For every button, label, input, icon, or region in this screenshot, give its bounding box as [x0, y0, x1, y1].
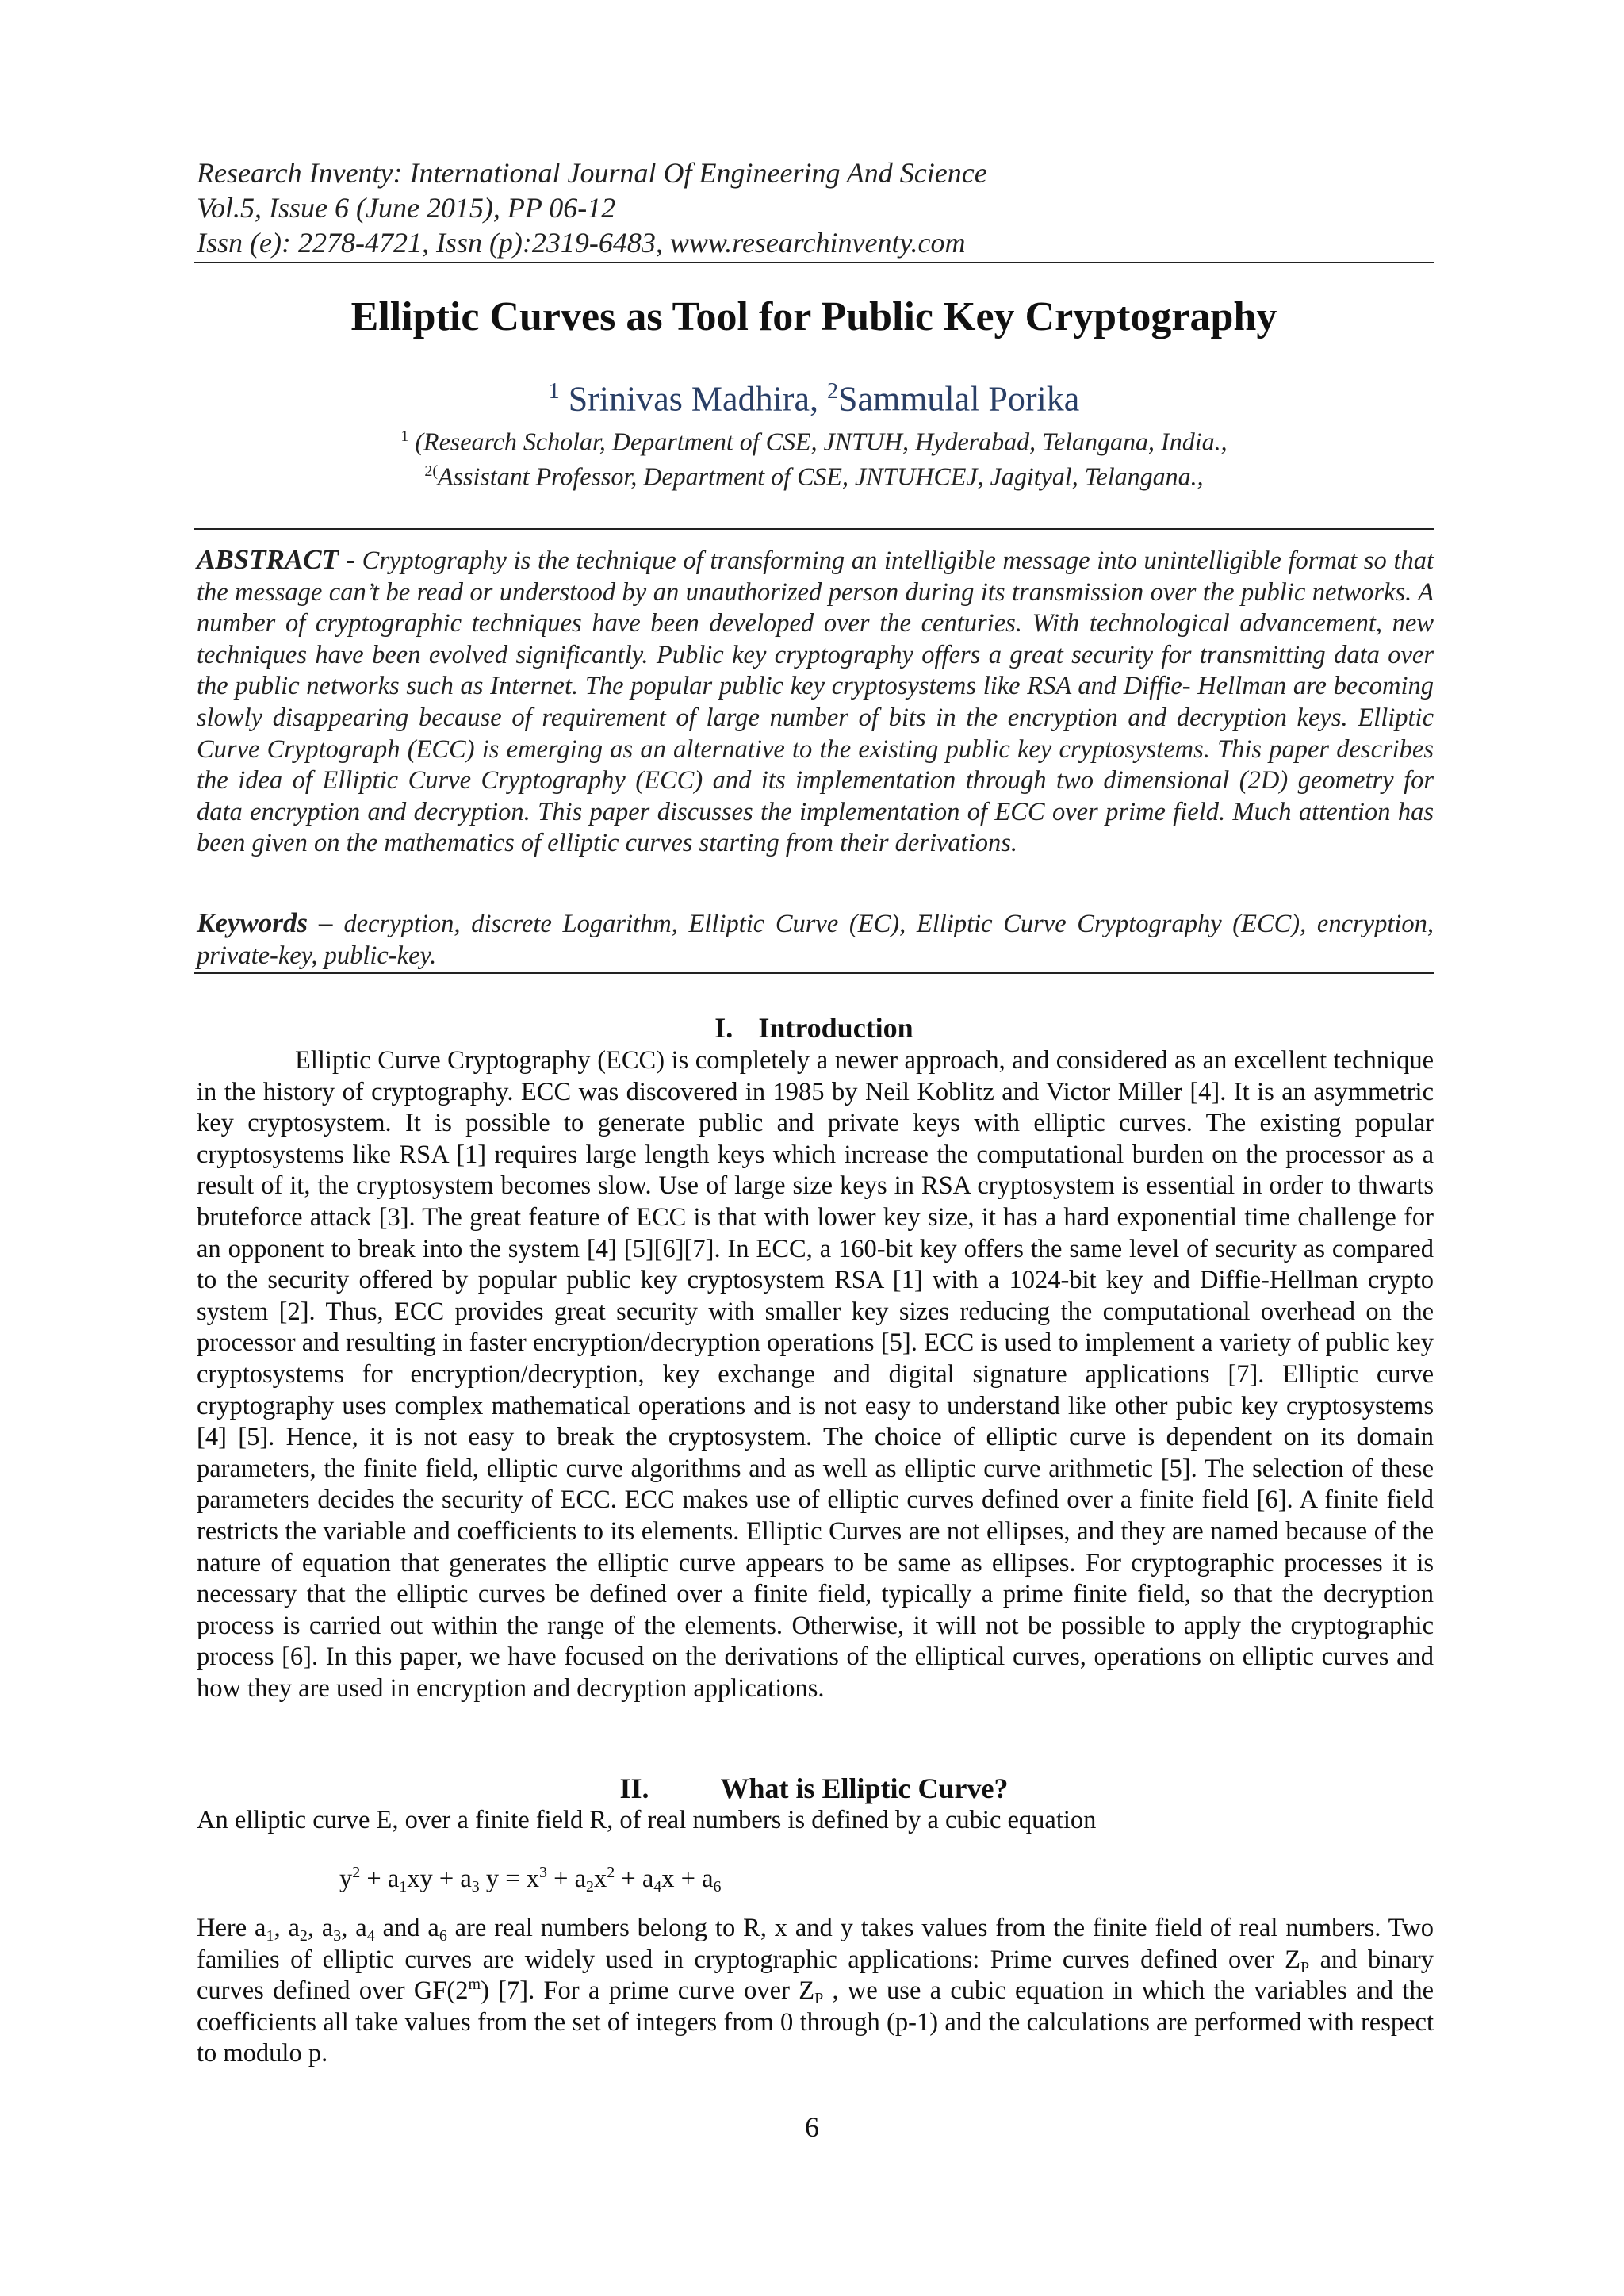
- affiliation-2-text: Assistant Professor, Department of CSE, JNTUHCEJ, Jagityal, Telangana.,: [438, 462, 1204, 491]
- affiliation-1: [194, 420, 1434, 458]
- author-list: [194, 370, 1434, 422]
- affiliation-2-mark: 2(: [424, 462, 439, 480]
- keywords-text: decryption, discrete Logarithm, Elliptic Curve (EC), Elliptic Curve Cryptography (ECC), encryption, private-key, public-key.: [197, 910, 1434, 970]
- abstract-label: ABSTRACT -: [197, 544, 355, 575]
- page-number: 6: [805, 2111, 819, 2143]
- section-1-number: I.: [714, 1012, 733, 1044]
- abstract-bottom-rule: [194, 972, 1434, 974]
- section-2-heading: [194, 1772, 1434, 1805]
- cubic-equation: $y^2 + a_1xy + a_3$ $y = x^3 + a_2x^2 + a_4x + a_6$: [339, 1864, 722, 1895]
- elliptic-curve-intro: An elliptic curve E, over a finite field R, of real numbers is defined by a cubic equation: [197, 1806, 1097, 1834]
- abstract-text: Cryptography is the technique of transforming an intelligible message into unintelligible format so that the message can’t be read or understood by an unauthorized person during its transmission over the public networks. A number of cryptographic techniques have been developed over the centuries. With technological advancement, new techniques have been evolved significantly. Public key cryptography offers a great security for transmitting data over the public networks such as Internet. The popular public key cryptosystems like RSA and Diffie- Hellman are becoming slowly disappearing because of requirement of large number of bits in the encryption and decryption keys. Elliptic Curve Cryptograph (ECC) is emerging as an alternative to the existing public key cryptosystems. This paper describes the idea of Elliptic Curve Cryptography (ECC) and its implementation through two dimensional (2D) geometry for data encryption and decryption. This paper discusses the implementation of ECC over prime field. Much attention has been given on the mathematics of elliptic curves starting from their derivations.: [197, 546, 1434, 858]
- abstract: [197, 544, 1434, 860]
- keywords: [197, 907, 1434, 972]
- abstract-top-rule: [194, 528, 1434, 530]
- author-2-name: Sammulal Porika: [837, 379, 1080, 419]
- introduction-paragraph: Elliptic Curve Cryptography (ECC) is completely a newer approach, and considered as an excellent technique in the history of cryptography. ECC was discovered in 1985 by Neil Koblitz and Victor Miller [4]. It is an asymmetric key cryptosystem. It is possible to generate public and private keys with elliptic curves. The existing popular cryptosystems like RSA [1] requires large length keys which increase the computational burden on the processor as a result of it, the cryptosystem becomes slow. Use of large size keys in RSA cryptosystem is essential in order to thwarts bruteforce attack [3]. The great feature of ECC is that with lower key size, it has a hard exponential time challenge for an opponent to break into the system [4] [5][6][7]. In ECC, a 160-bit key offers the same level of security as compared to the security offered by popular public key cryptosystem RSA [1] with a 1024-bit key and Diffie-Hellman crypto system [2]. Thus, ECC provides great security with smaller key sizes reducing the computational overhead on the processor and resulting in faster encryption/decryption operations [5]. ECC is used to implement a variety of public key cryptosystems for encryption/decryption, key exchange and digital signature applications [7]. Elliptic curve cryptography uses complex mathematical operations and is not easy to understand like other pubic key cryptosystems [4] [5]. Hence, it is not easy to break the cryptosystem. The choice of elliptic curve is dependent on its domain parameters, the finite field, elliptic curve algorithms and as well as elliptic curve arithmetic [5]. The selection of these parameters decides the security of ECC. ECC makes use of elliptic curves defined over a finite field [6]. A finite field restricts the variable and coefficients to its elements. Elliptic Curves are not ellipses, and they are named because of the nature of equation that generates the elliptic curve appears to be same as ellipses. For cryptographic processes it is necessary that the elliptic curves be defined over a finite field, typically a prime finite field, so that the decryption process is carried out within the range of the elements. Otherwise, it will not be possible to apply the cryptographic process [6]. In this paper, we have focused on the derivations of the elliptical curves, operations on elliptic curves and how they are used in encryption and decryption applications.: [197, 1046, 1434, 1703]
- author-2-mark: 2: [826, 379, 838, 404]
- paper-title: Elliptic Curves as Tool for Public Key Cryptography: [350, 294, 1277, 339]
- affiliation-1-text: (Research Scholar, Department of CSE, JNTUH, Hyderabad, Telangana, India.,: [415, 427, 1228, 456]
- section-1-heading: [194, 1011, 1434, 1045]
- journal-name: Research Inventy: International Journal Of Engineering And Science: [197, 157, 987, 189]
- section-2-number: II.: [619, 1773, 649, 1804]
- author-1-name: Srinivas Madhira,: [568, 379, 818, 419]
- section-2-title: What is Elliptic Curve?: [720, 1773, 1009, 1804]
- affiliation-2: [194, 455, 1434, 493]
- keywords-label: Keywords –: [197, 907, 333, 938]
- journal-volume: Vol.5, Issue 6 (June 2015), PP 06-12: [197, 192, 616, 224]
- journal-issn: Issn (e): 2278-4721, Issn (p):2319-6483, www.researchinventy.com: [197, 227, 966, 259]
- affiliation-1-mark: 1: [400, 427, 409, 445]
- section-1-title: Introduction: [758, 1012, 914, 1044]
- coefficients-paragraph: Here $a_1$, $a_2$, $a_3$, $a_4$ and $a_6$ are real numbers belong to R, x and y takes values from the finite field of real numbers. Two families of elliptic curves are widely used in cryptographic applications: Prime curves defined over $Z_P$ and binary curves defined over GF(2$^m$) [7]. For a prime curve over $Z_P$ , we use a cubic equation in which the variables and the coefficients all take values from the set of integers from 0 through (p-1) and the calculations are performed with respect to modulo p.: [197, 1914, 1434, 2068]
- header-rule: [194, 262, 1434, 263]
- author-1-mark: 1: [548, 379, 560, 404]
